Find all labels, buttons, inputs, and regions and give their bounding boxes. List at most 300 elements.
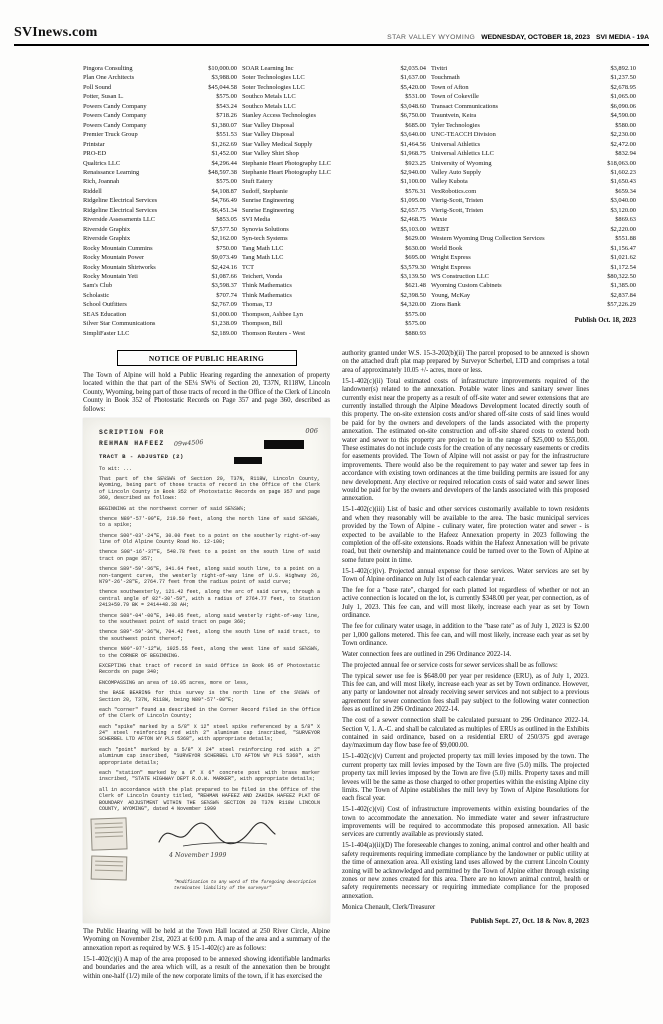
payment-row xyxy=(242,168,426,177)
payment-amount: $6,451.34 xyxy=(211,206,237,214)
vendor-name: Young, McKay xyxy=(431,291,471,299)
payment-row xyxy=(242,263,426,272)
payments-section xyxy=(83,64,636,338)
payment-row xyxy=(242,234,426,243)
payment-row xyxy=(83,310,237,319)
vendor-name: Stephanie Heart Photography LLC xyxy=(242,159,331,167)
payment-row xyxy=(431,102,636,111)
notice-left-column xyxy=(83,350,330,983)
vendor-name: Synovia Solutions xyxy=(242,225,289,233)
payment-amount: $2,035.04 xyxy=(400,65,426,72)
payment-row xyxy=(242,121,426,130)
payment-amount: $630.00 xyxy=(405,244,426,252)
payment-row xyxy=(83,177,237,186)
survey-description-line: thence southwesterly, 121.42 feet, along the arc of said curve, through a central angle of 02°-30'-59", with a radius of 2764.77 feet, to Station 2413+59.79 BK = 2414+48.38 AH; xyxy=(99,589,320,609)
vendor-name: Thomas, TJ xyxy=(242,301,273,309)
payment-row xyxy=(242,64,426,73)
payment-row xyxy=(242,300,426,309)
notice-paragraph: The cost of a sewer connection shall be calculated pursuant to 296 Ordinance 2022-14. Section V, 1. A.-C. and shall be calculated as multiples of ERUs as outlined in the Exhibits contained in said ordinance, based on a residential ERU of 250/375 gpd average day/maximum day flow base fee of $9,000.00. xyxy=(342,717,589,750)
payment-amount: $2,468.75 xyxy=(400,216,426,224)
payment-row xyxy=(83,234,237,243)
payment-row xyxy=(242,291,426,300)
payment-amount: $2,189.00 xyxy=(211,329,237,337)
payment-row xyxy=(242,281,426,290)
payment-amount: $2,230.00 xyxy=(610,131,636,139)
redaction-bar xyxy=(234,457,262,464)
notice-paragraph: The typical sewer use fee is $648.00 per year per residence (ERU), as of July 1, 2023. This fee can, and will most likely, increase each year as set by Town ordinance. However, any party or landowner not already receiving sewer services and not subject to a previous agreement for sewer connection fees shall pay subject to the following water connection fees as outlined in 296 Ordinance 2022-14. xyxy=(342,672,589,714)
notice-title: NOTICE OF PUBLIC HEARING xyxy=(117,350,297,366)
payment-amount: $4,296.44 xyxy=(211,159,237,167)
vendor-name: Tang Math LLC xyxy=(242,254,284,262)
payment-row xyxy=(431,168,636,177)
payment-amount: $575.00 xyxy=(216,178,237,186)
payment-row xyxy=(431,140,636,149)
payment-amount: $575.00 xyxy=(216,93,237,101)
payment-amount: $2,940.00 xyxy=(400,168,426,176)
vendor-name: Rocky Mountain Yeti xyxy=(83,272,138,280)
vendor-name: Stuft Eatery xyxy=(242,178,273,186)
payment-amount: $1,968.75 xyxy=(400,150,426,158)
payment-amount: $4,766.49 xyxy=(211,197,237,205)
payment-row xyxy=(83,329,237,338)
payment-amount: $853.05 xyxy=(216,216,237,224)
payment-amount: $6,090.06 xyxy=(610,102,636,110)
payment-amount: $575.00 xyxy=(405,320,426,328)
vendor-name: Ridgeline Electrical Services xyxy=(83,206,158,214)
payment-amount: $551.88 xyxy=(615,235,636,243)
vendor-name: Stanley Access Technologies xyxy=(242,112,316,120)
payment-amount: $576.31 xyxy=(405,187,426,195)
vendor-name: Pingora Consulting xyxy=(83,65,133,72)
payment-amount: $685.00 xyxy=(405,121,426,129)
notice-publish-line: Publish Sept. 27, Oct. 18 & Nov. 8, 2023 xyxy=(470,917,589,926)
payment-amount: $1,602.23 xyxy=(610,168,636,176)
payment-amount: $5,420.00 xyxy=(400,83,426,91)
payment-row xyxy=(83,291,237,300)
vendor-name: Riverside Graphix xyxy=(83,225,131,233)
vendor-name: Riddell xyxy=(83,187,102,195)
payment-row xyxy=(431,121,636,130)
payment-row xyxy=(83,64,237,73)
vendor-name: Valley Auto Supply xyxy=(431,168,482,176)
notice-paragraph: The fee for culinary water usage, in addition to the "base rate" as of July 1, 2023 is $2.00 per 1,000 gallons metered. This fee can, and will most likely, increase each year as set by Town ordinance. xyxy=(342,623,589,647)
notice-right-column xyxy=(342,350,589,983)
survey-description-line: thence S08°-16'-37"E, 548.78 feet to a point on the south line of said tract on page 357; xyxy=(99,549,320,562)
payment-row xyxy=(431,130,636,139)
payment-amount: $3,598.37 xyxy=(211,282,237,290)
payment-amount: $1,087.66 xyxy=(211,272,237,280)
vendor-name: Syn-tech Systems xyxy=(242,235,288,243)
vendor-name: Thomson Reuters - West xyxy=(242,329,306,337)
vendor-name: Sam's Club xyxy=(83,282,113,290)
survey-description-line: each "spike" marked by a 5/8" X 12" steel spike referenced by a 5/8" X 24" steel reinforcing rod with 2" aluminum cap inscribed, "SURVEYOR SCHERBEL LTD AFTON WY PLS 5368", with appropriate details; xyxy=(99,723,320,743)
payment-row xyxy=(83,111,237,120)
vendor-name: Riverside Graphix xyxy=(83,235,131,243)
notice-paragraph: 15-1-404(a)(ii)(D) The foreseeable changes to zoning, animal control and other health and safety requirements requiring immediate compliance by the landowner or public utility at the time of annexation area. All existing land uses allowed by the current Lincoln County zoning will be acknowledged and permitted by the Town of Alpine either through existing zones or new zones created for this area. There are no known animal control, health or safety requirements necessary or requiring immediate compliance for the proposed annexation. xyxy=(342,842,589,900)
payment-row xyxy=(83,159,237,168)
vendor-name: UNC-TEACCH Division xyxy=(431,131,496,139)
payment-amount: $869.63 xyxy=(615,216,636,224)
payment-row xyxy=(242,111,426,120)
vendor-name: SEAS Education xyxy=(83,310,127,318)
survey-document-scan xyxy=(83,418,330,923)
survey-description-line: thence N89°-57'-00"E, 219.50 feet, along the north line of said SE¼SW¼, to a spike; xyxy=(99,515,320,529)
payment-amount: $1,385.00 xyxy=(610,282,636,290)
payment-row xyxy=(431,177,636,186)
doc-header-line2: REHMAN HAFEEZ xyxy=(99,440,165,448)
vendor-name: Think Mathematics xyxy=(242,291,292,299)
hearing-details-paragraph: The Public Hearing will be held at the Town Hall located at 250 River Circle, Alpine Wyoming on November 21st, 2023 at 6:00 p.m. A map of the area and a summary of the annexation report as required by W.S. § 15-1-402(c) are as follows: xyxy=(83,928,330,952)
payments-column-3 xyxy=(431,64,636,310)
payment-row xyxy=(83,281,237,290)
statute-map-paragraph: 15-1-402(c)(i) A map of the area proposed to be annexed showing identifiable landmarks and boundaries and the area which will, as a result of the annexation then be brought within one-half (1/2) mile of the new corporate limits of the town, if it has exercised the xyxy=(83,955,330,980)
vendor-name: Universal Athletics xyxy=(431,140,481,148)
vendor-name: University of Wyoming xyxy=(431,159,492,167)
payment-row xyxy=(242,177,426,186)
payment-amount: $707.74 xyxy=(216,291,237,299)
vendor-name: Scholastic xyxy=(83,291,110,299)
recorder-stamp xyxy=(90,818,127,851)
payment-row xyxy=(242,149,426,158)
survey-document-header xyxy=(99,427,320,461)
payment-amount: $750.00 xyxy=(216,244,237,252)
payment-amount: $1,380.07 xyxy=(211,121,237,129)
vendor-name: Powers Candy Company xyxy=(83,112,147,120)
vendor-name: Wright Express xyxy=(431,254,471,262)
vendor-name: TCT xyxy=(242,263,255,271)
vendor-name: Qualtrics LLC xyxy=(83,159,121,167)
vendor-name: Powers Candy Company xyxy=(83,121,147,129)
payment-row xyxy=(431,272,636,281)
vendor-name: Tivitri xyxy=(431,65,448,72)
payment-amount: $718.26 xyxy=(216,112,237,120)
payment-amount: $3,988.00 xyxy=(211,74,237,82)
payment-amount: $2,398.50 xyxy=(400,291,426,299)
vendor-name: Premier Truck Group xyxy=(83,131,138,139)
payment-amount: $2,162.00 xyxy=(211,235,237,243)
payment-row xyxy=(83,272,237,281)
payment-amount: $543.24 xyxy=(216,102,237,110)
vendor-name: Star Valley Shirt Shop xyxy=(242,150,299,158)
payment-amount: $1,238.09 xyxy=(211,320,237,328)
payment-row xyxy=(83,83,237,92)
vendor-name: Star Valley Disposal xyxy=(242,121,295,129)
vendor-name: Trauntvein, Keira xyxy=(431,112,477,120)
payment-row xyxy=(242,310,426,319)
payment-amount: $5,103.00 xyxy=(400,225,426,233)
masthead xyxy=(14,25,649,41)
payment-row xyxy=(242,225,426,234)
vendor-name: Touchmath xyxy=(431,74,460,82)
payment-amount: $45,044.58 xyxy=(208,83,237,91)
payments-column-2 xyxy=(242,64,426,338)
payment-amount: $3,892.10 xyxy=(610,65,636,72)
vendor-name: Rocky Mountain Cummins xyxy=(83,244,153,252)
notice-intro: The Town of Alpine will hold a Public Hearing regarding the annexation of property located within the that part of the SE¼ SW¼ of Section 20, T37N, R118W, Lincoln County, Wyoming, being part of those tracts of record in the Office of the Clerk of Lincoln County in Book 352 of Photostatic Records on Page 357 and page 360, described as follows: xyxy=(83,372,330,413)
masthead-logo: SVInews.com xyxy=(14,25,98,40)
payment-row xyxy=(242,319,426,328)
payment-amount: $1,100.00 xyxy=(400,178,426,186)
payments-column-1 xyxy=(83,64,237,338)
payment-amount: $4,320.00 xyxy=(400,301,426,309)
payments-column-3-wrap xyxy=(431,64,636,338)
survey-description-line: EXCEPTING that tract of record in said Office in Book 95 of Photostatic Records on page 340; xyxy=(99,662,320,676)
payment-amount: $1,637.00 xyxy=(400,74,426,82)
payment-amount: $923.25 xyxy=(405,159,426,167)
vendor-name: SOAR Learning Inc xyxy=(242,65,294,72)
vendor-name: Vierig-Scott, Tristen xyxy=(431,197,484,205)
payment-amount: $2,678.95 xyxy=(610,83,636,91)
vendor-name: Tang Math LLC xyxy=(242,244,284,252)
vendor-name: Rocky Mountain Shirtworks xyxy=(83,263,156,271)
payment-amount: $832.94 xyxy=(615,150,636,158)
payment-amount: $10,000.00 xyxy=(208,65,237,72)
survey-description-line: each "point" marked by a 5/8" X 24" steel reinforcing rod with a 2" aluminum cap inscribed, "SURVEYOR SCHERBEL LTD AFTON WY PLS 5368", with appropriate details; xyxy=(99,746,320,766)
payment-row xyxy=(242,159,426,168)
vendor-name: Potter, Susan L. xyxy=(83,93,124,101)
payment-amount: $9,073.49 xyxy=(211,254,237,262)
payment-row xyxy=(242,329,426,338)
payment-row xyxy=(242,196,426,205)
notice-paragraph: 15-1-402(c)(iii) List of basic and other services customarily available to town residents and when they reasonably will be available to the area. The basic municipal services provided by the Town of Alpine - culinary water, fire protection water and sewer - is expected to be available to the Hafeez Annexation property in 2023 following the completion of the off-site extensions. Roads within the Hafeez Annexation will be private road, but their ownership and maintenance could be turned over to the Town of Alpine at some future point in time. xyxy=(342,506,589,564)
survey-description-line: thence S89°-59'-36"W, 704.42 feet, along the south line of said tract, to the southwest point thereof; xyxy=(99,629,320,642)
doc-header-line3: TRACT B - ADJUSTED (2) xyxy=(99,453,184,461)
payment-row xyxy=(83,300,237,309)
vendor-name: Sudoff, Stephanie xyxy=(242,187,288,195)
payment-amount: $48,597.38 xyxy=(208,168,237,176)
payment-amount: $880.93 xyxy=(405,329,426,337)
payment-row xyxy=(242,73,426,82)
vendor-name: Tyler Technologies xyxy=(431,121,480,129)
payment-amount: $1,095.00 xyxy=(400,197,426,205)
payment-amount: $2,767.09 xyxy=(211,301,237,309)
vendor-name: Wyoming Custom Cabinets xyxy=(431,282,502,290)
doc-handwritten-corner-mark: 006 xyxy=(305,427,318,436)
payment-amount: $1,237.50 xyxy=(610,74,636,82)
vendor-name: World Book xyxy=(431,244,463,252)
survey-description-line: thence S08°-04'-00"E, 340.05 feet, along said westerly right-of-way line, to the southeast point of said tract on page 360; xyxy=(99,612,320,625)
vendor-name: Ridgeline Electrical Services xyxy=(83,197,158,205)
survey-description-line: BEGINNING at the northwest corner of said SE¼SW¼; xyxy=(99,505,247,512)
payment-row xyxy=(83,215,237,224)
vendor-name: Southco Metals LLC xyxy=(242,93,296,101)
payment-amount: $659.34 xyxy=(615,187,636,195)
vendor-name: School Outfitters xyxy=(83,301,127,309)
payment-row xyxy=(83,263,237,272)
payment-row xyxy=(431,253,636,262)
public-hearing-notice xyxy=(83,350,589,983)
payment-amount: $531.00 xyxy=(405,93,426,101)
doc-header-line1: SCRIPTION FOR xyxy=(99,429,165,437)
vendor-name: Vierig-Scott, Tristen xyxy=(431,206,484,214)
payments-publish-line: Publish Oct. 18, 2023 xyxy=(574,316,636,324)
notice-paragraph: The projected annual fee or service costs for sewer services shall be as follows: xyxy=(342,661,558,669)
payment-row xyxy=(83,130,237,139)
payment-row xyxy=(431,291,636,300)
payment-row xyxy=(83,73,237,82)
payment-row xyxy=(431,215,636,224)
payment-row xyxy=(431,92,636,101)
vendor-name: Renaissance Learning xyxy=(83,168,140,176)
payment-amount: $6,750.00 xyxy=(400,112,426,120)
redaction-bar xyxy=(264,440,304,449)
vendor-name: Transact Communications xyxy=(431,102,499,110)
vendor-name: Plan One Architects xyxy=(83,74,135,82)
survey-document-footer xyxy=(99,816,320,892)
payment-row xyxy=(83,196,237,205)
payment-amount: $3,120.00 xyxy=(610,206,636,214)
recorder-stamp xyxy=(91,856,128,881)
payment-amount: $1,065.00 xyxy=(610,93,636,101)
masthead-rule xyxy=(14,44,649,46)
payment-row xyxy=(83,206,237,215)
payment-amount: $621.48 xyxy=(405,282,426,290)
clerk-signature-line: Monica Chenault, Clerk/Treasurer xyxy=(342,903,436,911)
payment-row xyxy=(242,244,426,253)
payment-row xyxy=(242,253,426,262)
masthead-date: WEDNESDAY, OCTOBER 18, 2023 xyxy=(481,34,590,41)
vendor-name: Thompson, Bill xyxy=(242,320,283,328)
payment-amount: $1,650.43 xyxy=(610,178,636,186)
payment-amount: $2,472.00 xyxy=(610,140,636,148)
vendor-name: Silver Star Communications xyxy=(83,320,156,328)
payment-amount: $1,000.00 xyxy=(211,310,237,318)
vendor-name: Star Valley Medical Supply xyxy=(242,140,313,148)
vendor-name: WS Construction LLC xyxy=(431,272,489,280)
survey-description-line: each "corner" found as described in the Corner Record filed in the Office of the Clerk of Lincoln County; xyxy=(99,706,320,720)
survey-description-line: To wit: ... xyxy=(99,465,133,472)
payment-amount: $3,040.00 xyxy=(610,197,636,205)
surveyor-liability-footnote: "Modification to any word of the foregoing description terminates liability of the surveyor" xyxy=(174,879,317,891)
survey-description-line: each "station" marked by a 6" X 6" concrete post with brass marker inscribed, "STATE HIGHWAY DEPT R.O.W. MARKER", with appropriate details; xyxy=(99,770,320,783)
doc-handwritten-date: 4 November 1999 xyxy=(169,852,227,860)
payment-row xyxy=(83,168,237,177)
payment-amount: $4,108.87 xyxy=(211,187,237,195)
vendor-name: Stephanie Heart Photography LLC xyxy=(242,168,331,176)
payment-row xyxy=(431,73,636,82)
vendor-name: Sunrise Engineering xyxy=(242,206,295,214)
payment-amount: $1,156.47 xyxy=(610,244,636,252)
vendor-name: Southco Metals LLC xyxy=(242,102,296,110)
payment-row xyxy=(431,281,636,290)
vendor-name: Teichert, Vonda xyxy=(242,272,283,280)
payment-row xyxy=(242,187,426,196)
payment-row xyxy=(242,206,426,215)
vendor-name: Sunrise Engineering xyxy=(242,197,295,205)
payment-row xyxy=(83,244,237,253)
vendor-name: Valley Kubota xyxy=(431,178,468,186)
payment-amount: $629.00 xyxy=(405,235,426,243)
vendor-name: Soter Technologies LLC xyxy=(242,83,305,91)
payment-row xyxy=(242,140,426,149)
payment-row xyxy=(83,140,237,149)
payment-amount: $1,172.54 xyxy=(610,263,636,271)
survey-description-line: thence N00°-07'-12"W, 1025.55 feet, along the west line of said SE¼SW¼, to the CORNER OF BEGINNING. xyxy=(99,646,320,659)
payment-amount: $580.00 xyxy=(615,121,636,129)
vendor-name: Powers Candy Company xyxy=(83,102,147,110)
vendor-name: WEBT xyxy=(431,225,450,233)
vendor-name: Wright Express xyxy=(431,263,471,271)
payment-row xyxy=(242,92,426,101)
payment-row xyxy=(242,130,426,139)
notice-paragraph: 15-1-402(c)(ii) Total estimated costs of infrastructure improvements required of the landowner(s) related to the annexation. Potable water lines and sanitary sewer lines currently exist near the property as a result of off-site water and sewer extensions that are currently installed through the Alpine Meadows Development located directly south of this property. The on-site extension costs and/or shared off-site costs of said lines would be paid for by the owners and developers of the lands associated with the property annexation. The estimated on-site construction and off-site shared costs to extend both water and sewer to this property are project to be in the range of $25,000 to $55,000. These estimates do not include costs for the creation of any necessary easements or credits for easements provided. The Town of Alpine will not assist or pay for the infrastructure improvements. There would also be the requirement to pay water and sewer tap fees in accordance with existing town ordinances at the time building permits are issued for any new development. Any elective or required relocation costs of said water and sewer lines would be paid for by the owners and developers of the lands associated with this proposed annexation. xyxy=(342,377,589,503)
payment-amount: $2,424.16 xyxy=(211,263,237,271)
survey-description-line: That part of the SE¼SW¼ of Section 20, T37N, R118W, Lincoln County, Wyoming, being part of those tracts of record in the Office of the Clerk of Lincoln County in Book 352 of Photostatic Records on page 357 and page 360, described as follows: xyxy=(99,475,320,502)
survey-description-line: the BASE BEARING for this survey is the north line of the S½SW¼ of Section 20, T37N, R118W, being N89°-57'-00"E; xyxy=(99,690,320,703)
payment-row xyxy=(431,159,636,168)
masthead-edition: SVI MEDIA - 19A xyxy=(595,34,649,41)
payment-amount: $3,579.30 xyxy=(400,263,426,271)
notice-paragraph: 15-1-402(c)(v) Current and projected property tax mill levies imposed by the town. The current property tax mill levies imposed by the Town are five (5.0) mills. The projected property tax mill levies imposed by the Town are five (5.0) mills. Property taxes and mill levees will be the same as those charged to other properties within the existing Alpine city limits. The Town of Alpine establishes the mill levy by Town of Alpine Resolutions for each fiscal year. xyxy=(342,753,589,803)
payment-amount: $3,139.50 xyxy=(400,272,426,280)
survey-description-line: thence S00°-03'-24"E, 30.00 feet to a point on the southerly right-of-way line of Old Alpine County Road No. 12-100; xyxy=(99,532,320,546)
survey-description-line: ENCOMPASSING an area of 10.05 acres, more or less, xyxy=(99,679,250,686)
payment-row xyxy=(83,149,237,158)
vendor-name: Printstar xyxy=(83,140,105,148)
payment-row xyxy=(242,215,426,224)
payment-amount: $1,452.00 xyxy=(211,150,237,158)
notice-paragraph: Water connection fees are outlined in 296 Ordinance 2022-14. xyxy=(342,650,512,658)
vendor-name: Western Wyoming Drug Collection Services xyxy=(431,235,545,243)
payment-row xyxy=(431,244,636,253)
vendor-name: Thompson, Ashbee Lyn xyxy=(242,310,303,318)
vendor-name: SimpliFaster LLC xyxy=(83,329,130,337)
payment-row xyxy=(431,206,636,215)
notice-paragraph: The fee for a "base rate", charged for each platted lot regardless of whether or not an active connection is located on the lot, is currently $348.00 per year, per connection, as of July 1, 2023. This fee can, and will most likely, increase each year as set by Town ordinance. xyxy=(342,586,589,620)
payment-amount: $1,262.69 xyxy=(211,140,237,148)
payment-amount: $3,640.00 xyxy=(400,131,426,139)
payment-row xyxy=(431,225,636,234)
notice-paragraph: authority granted under W.S. 15-3-202(b)(ii) The parcel proposed to be annexed is shown on the attached draft plat map prepared by Surveyor Scherbel, LTD and comprises a total area of approximately 10.05 +/- acres, more or less. xyxy=(342,350,589,374)
doc-handwritten-case-number: 09w4506 xyxy=(174,439,205,449)
payment-row xyxy=(431,234,636,243)
payment-row xyxy=(242,83,426,92)
payment-amount: $575.00 xyxy=(405,310,426,318)
payment-amount: $2,657.75 xyxy=(400,206,426,214)
surveyor-signature xyxy=(155,818,279,852)
vendor-name: Poll Sound xyxy=(83,83,112,91)
payment-row xyxy=(242,102,426,111)
vendor-name: PRO-ED xyxy=(83,150,107,158)
payment-row xyxy=(83,319,237,328)
payment-row xyxy=(83,121,237,130)
payment-row xyxy=(431,64,636,73)
vendor-name: Universal Athletics LLC xyxy=(431,150,494,158)
payment-row xyxy=(83,102,237,111)
vendor-name: Soter Technologies LLC xyxy=(242,74,305,82)
payment-row xyxy=(83,187,237,196)
notice-paragraph: 15-1-402(c)(iv). Projected annual expense for those services. Water services are set by Town of Alpine ordinance on July 1st of each calendar year. xyxy=(342,567,589,584)
survey-document-body xyxy=(99,466,320,813)
vendor-name: Town of Afton xyxy=(431,83,469,91)
payment-row xyxy=(83,92,237,101)
vendor-name: Zions Bank xyxy=(431,301,461,309)
vendor-name: Rocky Mountain Power xyxy=(83,254,145,262)
payment-row xyxy=(431,149,636,158)
payment-amount: $18,063.00 xyxy=(607,159,636,167)
payment-amount: $2,220.00 xyxy=(610,225,636,233)
vendor-name: Rich, Joannah xyxy=(83,178,120,186)
masthead-dateline xyxy=(387,34,649,41)
vendor-name: SVI Media xyxy=(242,216,271,224)
payment-row xyxy=(431,187,636,196)
payment-amount: $1,464.56 xyxy=(400,140,426,148)
payment-amount: $2,837.84 xyxy=(610,291,636,299)
vendor-name: Town of Cokeville xyxy=(431,93,479,101)
survey-description-line: thence S89°-59'-36"E, 341.64 feet, along said south line, to a point on a non-tangent curve, the westerly right-of-way line of U.S. Highway 26, N79°-26'-28"E, 2764.77 feet from the radius point of said curve; xyxy=(99,566,320,586)
payment-row xyxy=(431,83,636,92)
notice-paragraph: 15-1-402(c)(vi) Cost of infrastructure improvements within existing boundaries of the town to accommodate the annexation. No immediate water and sewer infrastructure improvements will be required to accommodate this proposed annexation. All basic services are currently available as previously stated. xyxy=(342,806,589,839)
